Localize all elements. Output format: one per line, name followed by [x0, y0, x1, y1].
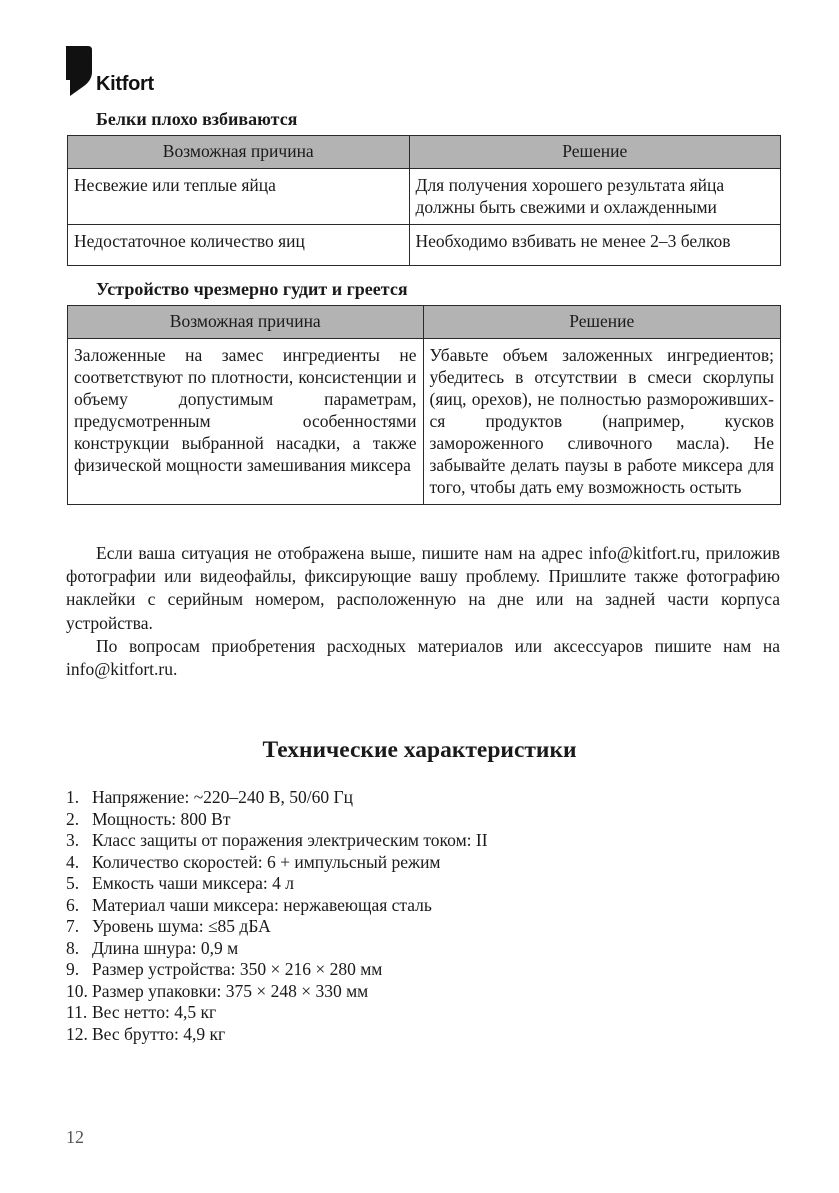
section-title-whites: Белки плохо взбиваются — [96, 109, 298, 129]
spec-text: Напряжение: ~220–240 В, 50/60 Гц — [92, 787, 353, 807]
spec-text: Материал чаши миксера: нержавеющая сталь — [92, 894, 432, 915]
table-row — [68, 225, 781, 266]
spec-number: 12. — [66, 1023, 88, 1044]
spec-item — [66, 938, 488, 960]
spec-item — [66, 1002, 488, 1024]
spec-item — [66, 809, 488, 831]
cause-cell: Несвежие или теплые яйца — [68, 169, 410, 225]
spec-text: Вес нетто: 4,5 кг — [92, 1002, 217, 1022]
column-header-solution: Решение — [423, 306, 781, 339]
spec-item — [66, 852, 488, 874]
brand-name: Kitfort — [96, 73, 154, 95]
spec-number: 5. — [66, 873, 80, 893]
page-number: 12 — [66, 1127, 84, 1147]
spec-item — [66, 959, 488, 981]
spec-item — [66, 873, 488, 895]
troubleshoot-table-overheat — [67, 305, 781, 505]
accessories-text: По вопросам приобретения расходных материалов или аксессуаров пишите нам на info@kitfort.ru. — [66, 636, 780, 680]
spec-number: 2. — [66, 808, 80, 829]
table-row — [68, 339, 781, 505]
table-row — [68, 169, 781, 225]
spec-item — [66, 787, 488, 809]
column-header-cause: Возможная причина — [68, 136, 410, 169]
spec-number: 1. — [66, 787, 80, 807]
spec-item — [66, 916, 488, 938]
column-header-solution: Решение — [409, 136, 780, 169]
spec-text: Размер упаковки: 375 × 248 × 330 мм — [92, 980, 369, 1001]
spec-number: 9. — [66, 959, 80, 979]
cause-cell: Недостаточное количество яиц — [68, 225, 410, 266]
troubleshoot-table-whites — [67, 135, 781, 266]
spec-number: 10. — [66, 980, 88, 1001]
column-header-cause: Возможная причина — [68, 306, 424, 339]
spec-text: Емкость чаши миксера: 4 л — [92, 873, 294, 893]
solution-cell: Для получения хорошего результата яйца должны быть свежими и охлажденными — [409, 169, 780, 225]
kitfort-mark-icon — [66, 46, 92, 96]
solution-cell: Необходимо взбивать не менее 2–3 белков — [409, 225, 780, 266]
spec-item — [66, 1024, 488, 1046]
solution-cell: Убавьте объем заложенных ингредиентов; убедитесь в отсутствии в смеси скорлупы (яиц, орехов), не полностью разморожившихся продуктов (например, кусков замороженного сливочного масла). Не забывайте делать паузы в работе миксера для того, чтобы дать ему возможность остыть — [423, 339, 781, 505]
spec-number: 3. — [66, 830, 80, 850]
contact-text: Если ваша ситуация не отображена выше, пишите нам на адрес info@kitfort.ru, приложив фотографии или видеофайлы, фиксирующие вашу проблему. Пришлите также фотографию наклейки с серийным номером, расположенную на дне или на задней части корпуса устройства. — [66, 543, 780, 633]
spec-item — [66, 895, 488, 917]
section-title-overheat: Устройство чрезмерно гудит и греется — [96, 279, 408, 299]
contact-paragraph — [66, 542, 780, 635]
spec-text: Уровень шума: ≤85 дБА — [92, 916, 271, 936]
spec-number: 4. — [66, 851, 80, 872]
brand-logo — [66, 46, 154, 96]
specs-heading: Технические характеристики — [262, 737, 577, 763]
spec-number: 6. — [66, 894, 80, 915]
specs-list — [66, 787, 488, 1045]
accessories-paragraph — [66, 635, 780, 681]
spec-text: Размер устройства: 350 × 216 × 280 мм — [92, 959, 383, 979]
spec-text: Длина шнура: 0,9 м — [92, 937, 239, 958]
spec-item — [66, 830, 488, 852]
spec-number: 8. — [66, 937, 80, 958]
spec-text: Класс защиты от поражения электрическим током: II — [92, 830, 488, 850]
spec-text: Вес брутто: 4,9 кг — [92, 1023, 226, 1044]
spec-number: 7. — [66, 916, 80, 936]
spec-number: 11. — [66, 1002, 88, 1022]
spec-text: Количество скоростей: 6 + импульсный режим — [92, 851, 441, 872]
cause-cell: Заложенные на замес ингредиенты не соответствуют по плотности, консистенции и объему допустимым параметрам, предусмотренным особенностями конструкции выбранной насадки, а также физической мощности замешивания миксера — [68, 339, 424, 505]
spec-text: Мощность: 800 Вт — [92, 808, 231, 829]
spec-item — [66, 981, 488, 1003]
